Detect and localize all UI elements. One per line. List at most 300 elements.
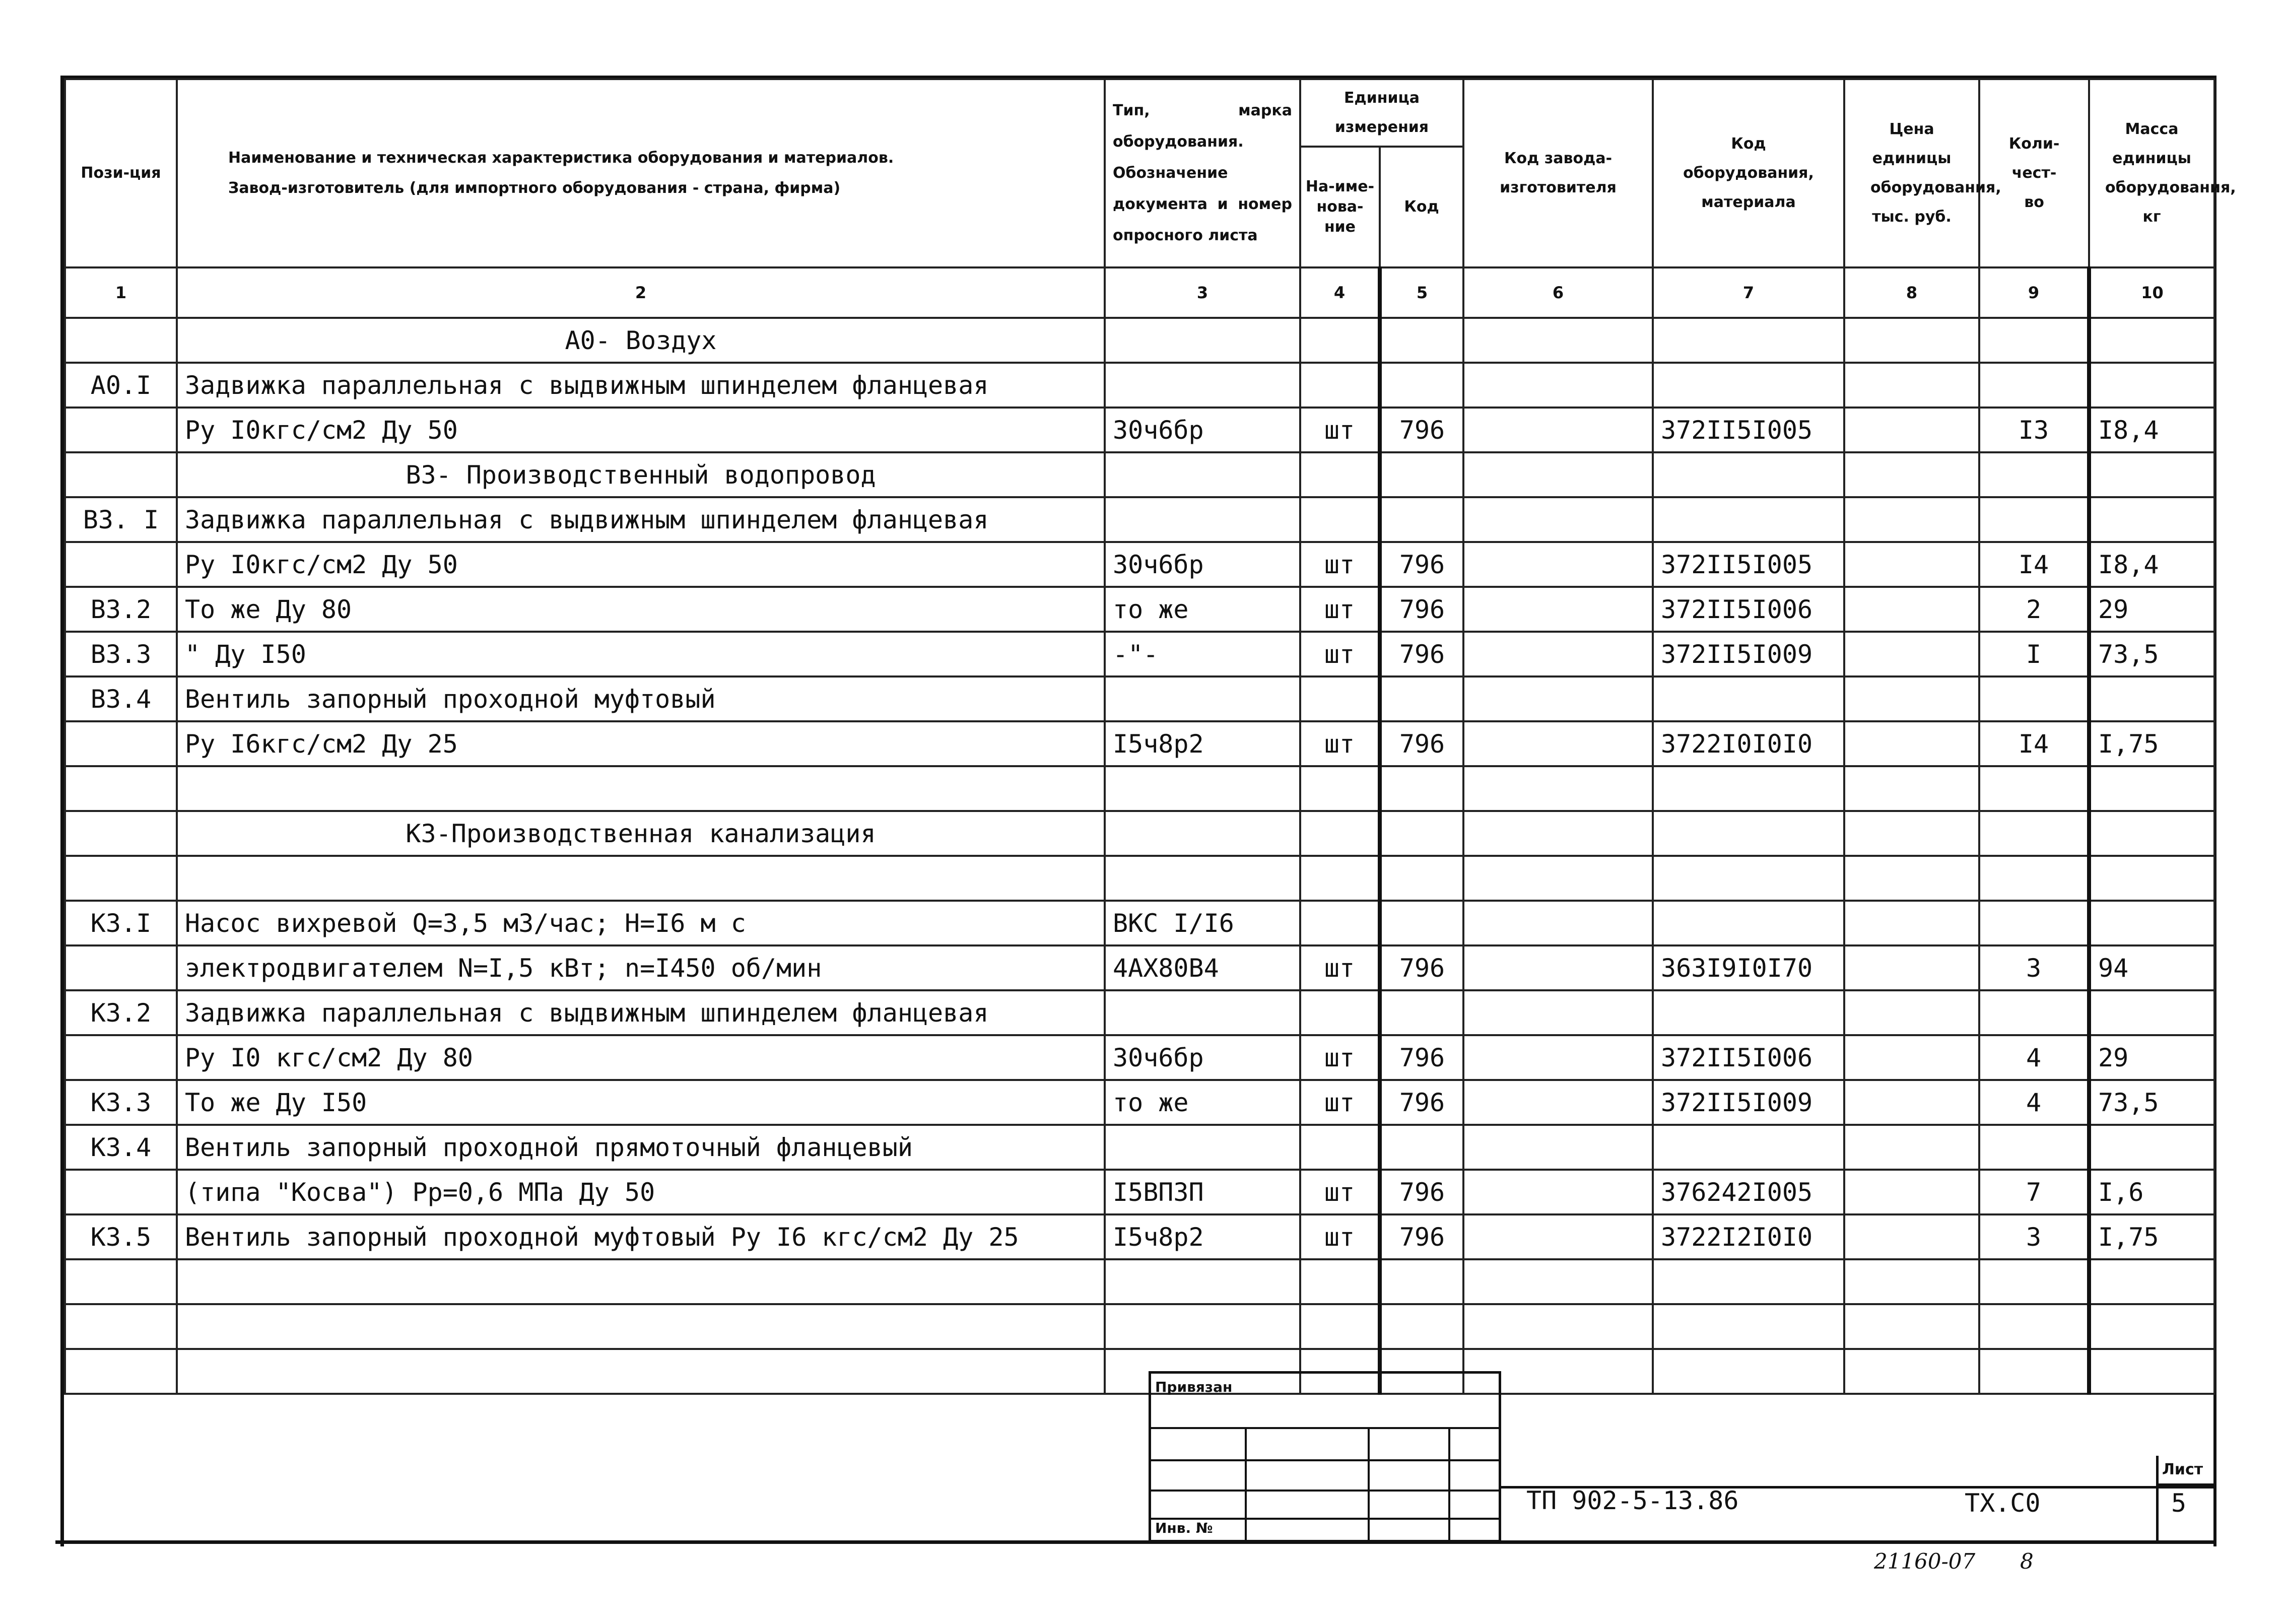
unit-cell: [1300, 497, 1380, 542]
table-row: [65, 721, 2214, 766]
empty-cell: [2089, 452, 2214, 497]
price-cell: [1844, 945, 1979, 990]
price-cell: [1844, 408, 1979, 452]
table-row: [65, 676, 2214, 721]
column-number: 9: [1979, 267, 2089, 318]
table-row: [65, 901, 2214, 945]
empty-cell: [1463, 452, 1653, 497]
type-mark-cell: I5ч8р2: [1105, 721, 1300, 766]
table-row: [65, 990, 2214, 1035]
empty-cell: [1844, 856, 1979, 901]
sheet-box-divider: [2156, 1456, 2159, 1541]
type-mark-cell: 4АХ80В4: [1105, 945, 1300, 990]
mass-cell: [2089, 901, 2214, 945]
unit-code-cell: 796: [1380, 1170, 1463, 1214]
equipment-code-cell: 372II5I009: [1653, 632, 1844, 676]
mass-cell: [2089, 676, 2214, 721]
position-cell: В3.4: [65, 676, 177, 721]
empty-cell: [65, 1259, 177, 1304]
mass-cell: 94: [2089, 945, 2214, 990]
equipment-code-cell: [1653, 1125, 1844, 1170]
unit-cell: шт: [1300, 945, 1380, 990]
header-unit-mass: Масса единицы оборудования, кг: [2089, 79, 2214, 267]
name-cell: Ру I0кгс/см2 Ду 50: [177, 408, 1105, 452]
position-cell: К3.2: [65, 990, 177, 1035]
position-cell: [65, 721, 177, 766]
header-unit-group: Единица измерения: [1300, 79, 1463, 147]
unit-code-cell: 796: [1380, 945, 1463, 990]
plant-code-cell: [1463, 632, 1653, 676]
empty-cell: [1105, 856, 1300, 901]
empty-cell: [1653, 1259, 1844, 1304]
specification-table: [64, 78, 2236, 1395]
empty-cell: [1380, 1304, 1463, 1349]
position-cell: [65, 542, 177, 587]
plant-code-cell: [1463, 1214, 1653, 1259]
type-mark-cell: 30ч6бр: [1105, 1035, 1300, 1080]
quantity-cell: 3: [1979, 945, 2089, 990]
tied-label: Привязан: [1155, 1379, 1233, 1395]
empty-cell: [1300, 766, 1380, 811]
unit-cell: шт: [1300, 721, 1380, 766]
empty-cell: [1300, 1259, 1380, 1304]
unit-code-cell: [1380, 990, 1463, 1035]
mass-cell: I,6: [2089, 1170, 2214, 1214]
table-row: [65, 945, 2214, 990]
mass-cell: [2089, 363, 2214, 408]
unit-cell: [1300, 676, 1380, 721]
empty-cell: [1653, 1349, 1844, 1394]
equipment-code-cell: 372II5I005: [1653, 542, 1844, 587]
blank-row: [65, 1349, 2214, 1394]
position-cell: К3.4: [65, 1125, 177, 1170]
unit-cell: шт: [1300, 1035, 1380, 1080]
empty-cell: [1105, 766, 1300, 811]
name-cell: Ру I6кгс/см2 Ду 25: [177, 721, 1105, 766]
empty-cell: [2089, 1304, 2214, 1349]
unit-cell: шт: [1300, 1214, 1380, 1259]
column-number-row: [65, 267, 2214, 318]
unit-code-cell: 796: [1380, 587, 1463, 632]
price-cell: [1844, 1080, 1979, 1125]
plant-code-cell: [1463, 1080, 1653, 1125]
equipment-code-cell: 372II5I006: [1653, 587, 1844, 632]
quantity-cell: [1979, 363, 2089, 408]
section-row: [65, 318, 2214, 363]
equipment-code-cell: 3722I0I0I0: [1653, 721, 1844, 766]
unit-cell: [1300, 901, 1380, 945]
position-cell: К3.5: [65, 1214, 177, 1259]
name-cell: Вентиль запорный проходной муфтовый Ру I6 кгс/см2 Ду 25: [177, 1214, 1105, 1259]
empty-cell: [1653, 1304, 1844, 1349]
empty-cell: [1979, 1259, 2089, 1304]
unit-cell: шт: [1300, 408, 1380, 452]
stamp-divider: [1368, 1429, 1370, 1543]
plant-code-cell: [1463, 901, 1653, 945]
quantity-cell: 7: [1979, 1170, 2089, 1214]
header-name-line2: Завод-изготовитель (для импортного оборудования - страна, фирма): [228, 179, 841, 197]
header-name-line1: Наименование и техническая характеристика оборудования и материалов.: [228, 149, 894, 167]
empty-cell: [1653, 811, 1844, 856]
quantity-cell: I3: [1979, 408, 2089, 452]
table-row: [65, 497, 2214, 542]
type-mark-cell: 30ч6бр: [1105, 542, 1300, 587]
empty-cell: [1463, 318, 1653, 363]
document-mark: ТХ.С0: [1965, 1488, 2041, 1518]
unit-code-cell: [1380, 1125, 1463, 1170]
empty-cell: [1653, 452, 1844, 497]
empty-cell: [1844, 766, 1979, 811]
position-cell: В3. I: [65, 497, 177, 542]
unit-code-cell: 796: [1380, 1035, 1463, 1080]
type-mark-cell: [1105, 990, 1300, 1035]
table-body: [65, 318, 2214, 1394]
frame-bottom-line: [55, 1540, 2216, 1544]
unit-cell: шт: [1300, 1170, 1380, 1214]
sheet-label: Лист: [2162, 1461, 2203, 1478]
name-cell: " Ду I50: [177, 632, 1105, 676]
plant-code-cell: [1463, 587, 1653, 632]
type-mark-cell: [1105, 676, 1300, 721]
price-cell: [1844, 1125, 1979, 1170]
empty-cell: [1380, 811, 1463, 856]
plant-code-cell: [1463, 1125, 1653, 1170]
unit-code-cell: [1380, 497, 1463, 542]
section-title: А0- Воздух: [177, 318, 1105, 363]
empty-cell: [65, 766, 177, 811]
plant-code-cell: [1463, 1170, 1653, 1214]
price-cell: [1844, 542, 1979, 587]
unit-code-cell: 796: [1380, 1080, 1463, 1125]
empty-cell: [1653, 856, 1844, 901]
section-title: В3- Производственный водопровод: [177, 452, 1105, 497]
quantity-cell: 4: [1979, 1035, 2089, 1080]
empty-cell: [1300, 1304, 1380, 1349]
empty-cell: [1300, 811, 1380, 856]
empty-cell: [65, 856, 177, 901]
header-name: [177, 79, 1105, 267]
header-equipment-code: Код оборудования, материала: [1653, 79, 1844, 267]
plant-code-cell: [1463, 676, 1653, 721]
type-mark-cell: ВКС I/I6: [1105, 901, 1300, 945]
type-mark-cell: -"-: [1105, 632, 1300, 676]
empty-cell: [1979, 1304, 2089, 1349]
position-cell: [65, 945, 177, 990]
empty-cell: [1105, 452, 1300, 497]
tied-stamp: [1149, 1371, 1501, 1542]
equipment-code-cell: 372II5I005: [1653, 408, 1844, 452]
empty-cell: [1380, 1259, 1463, 1304]
price-cell: [1844, 1170, 1979, 1214]
table-row: [65, 542, 2214, 587]
column-number: 7: [1653, 267, 1844, 318]
column-number: 1: [65, 267, 177, 318]
mass-cell: I,75: [2089, 1214, 2214, 1259]
plant-code-cell: [1463, 990, 1653, 1035]
price-cell: [1844, 1035, 1979, 1080]
table-row: [65, 1170, 2214, 1214]
section-row: [65, 811, 2214, 856]
plant-code-cell: [1463, 408, 1653, 452]
header-row: [65, 79, 2214, 147]
quantity-cell: [1979, 497, 2089, 542]
position-cell: [65, 408, 177, 452]
header-position: Пози-ция: [65, 79, 177, 267]
empty-cell: [177, 1349, 1105, 1394]
unit-code-cell: [1380, 901, 1463, 945]
archive-page: 8: [2020, 1549, 2034, 1574]
mass-cell: I,75: [2089, 721, 2214, 766]
empty-cell: [1105, 811, 1300, 856]
price-cell: [1844, 990, 1979, 1035]
empty-cell: [1105, 1304, 1300, 1349]
plant-code-cell: [1463, 542, 1653, 587]
header-plant-code: Код завода-изготовителя: [1463, 79, 1653, 267]
inventory-label: Инв. №: [1155, 1520, 1213, 1536]
empty-cell: [2089, 811, 2214, 856]
price-cell: [1844, 632, 1979, 676]
blank-row: [65, 766, 2214, 811]
mass-cell: 29: [2089, 587, 2214, 632]
equipment-code-cell: [1653, 901, 1844, 945]
unit-cell: шт: [1300, 1080, 1380, 1125]
blank-row: [65, 856, 2214, 901]
empty-cell: [1979, 856, 2089, 901]
empty-cell: [65, 811, 177, 856]
empty-cell: [1844, 1259, 1979, 1304]
mass-cell: [2089, 1125, 2214, 1170]
empty-cell: [1463, 856, 1653, 901]
quantity-cell: [1979, 1125, 2089, 1170]
empty-cell: [1844, 318, 1979, 363]
section-row: [65, 452, 2214, 497]
price-cell: [1844, 497, 1979, 542]
mass-cell: I8,4: [2089, 542, 2214, 587]
empty-cell: [1463, 1304, 1653, 1349]
empty-cell: [1979, 766, 2089, 811]
equipment-code-cell: 376242I005: [1653, 1170, 1844, 1214]
price-cell: [1844, 587, 1979, 632]
position-cell: А0.I: [65, 363, 177, 408]
name-cell: Задвижка параллельная с выдвижным шпинделем фланцевая: [177, 497, 1105, 542]
header-unit-code: Код: [1380, 147, 1463, 267]
empty-cell: [1653, 766, 1844, 811]
plant-code-cell: [1463, 363, 1653, 408]
name-cell: То же Ду I50: [177, 1080, 1105, 1125]
name-cell: Вентиль запорный проходной муфтовый: [177, 676, 1105, 721]
blank-row: [65, 1259, 2214, 1304]
column-number: 4: [1300, 267, 1380, 318]
stamp-divider: [1245, 1429, 1247, 1543]
archive-number: 21160-07: [1874, 1549, 1976, 1574]
empty-cell: [2089, 1259, 2214, 1304]
unit-cell: [1300, 990, 1380, 1035]
header-unit-name: На-име-нова-ние: [1300, 147, 1380, 267]
table-row: [65, 408, 2214, 452]
type-mark-cell: [1105, 1125, 1300, 1170]
price-cell: [1844, 363, 1979, 408]
empty-cell: [65, 1304, 177, 1349]
price-cell: [1844, 676, 1979, 721]
section-title: К3-Производственная канализация: [177, 811, 1105, 856]
unit-code-cell: 796: [1380, 542, 1463, 587]
position-cell: [65, 1035, 177, 1080]
quantity-cell: I: [1979, 632, 2089, 676]
empty-cell: [2089, 318, 2214, 363]
unit-cell: [1300, 1125, 1380, 1170]
name-cell: Задвижка параллельная с выдвижным шпинделем фланцевая: [177, 990, 1105, 1035]
position-cell: В3.2: [65, 587, 177, 632]
table-row: [65, 632, 2214, 676]
empty-cell: [1105, 1259, 1300, 1304]
mass-cell: 73,5: [2089, 632, 2214, 676]
header-type-mark: Тип, марка оборудования. Обозначение документа и номер опросного листа: [1105, 79, 1300, 267]
unit-code-cell: [1380, 363, 1463, 408]
empty-cell: [1300, 856, 1380, 901]
type-mark-cell: то же: [1105, 587, 1300, 632]
quantity-cell: 3: [1979, 1214, 2089, 1259]
unit-code-cell: 796: [1380, 721, 1463, 766]
empty-cell: [1844, 452, 1979, 497]
column-number: 5: [1380, 267, 1463, 318]
empty-cell: [65, 1349, 177, 1394]
empty-cell: [1979, 1349, 2089, 1394]
table-row: [65, 1214, 2214, 1259]
empty-cell: [177, 856, 1105, 901]
mass-cell: [2089, 990, 2214, 1035]
empty-cell: [2089, 856, 2214, 901]
price-cell: [1844, 901, 1979, 945]
stamp-line: [1151, 1427, 1499, 1429]
name-cell: (типа "Косва") Рр=0,6 МПа Ду 50: [177, 1170, 1105, 1214]
type-mark-cell: I5ч8р2: [1105, 1214, 1300, 1259]
unit-cell: шт: [1300, 542, 1380, 587]
empty-cell: [65, 452, 177, 497]
equipment-code-cell: [1653, 363, 1844, 408]
table-row: [65, 587, 2214, 632]
name-cell: Насос вихревой Q=3,5 м3/час; Н=I6 м с: [177, 901, 1105, 945]
unit-code-cell: 796: [1380, 1214, 1463, 1259]
name-cell: Вентиль запорный проходной прямоточный фланцевый: [177, 1125, 1105, 1170]
empty-cell: [1300, 318, 1380, 363]
equipment-code-cell: [1653, 676, 1844, 721]
equipment-code-cell: 363I9I0I70: [1653, 945, 1844, 990]
unit-code-cell: 796: [1380, 632, 1463, 676]
unit-cell: [1300, 363, 1380, 408]
empty-cell: [1380, 856, 1463, 901]
type-mark-cell: [1105, 363, 1300, 408]
empty-cell: [1463, 1259, 1653, 1304]
quantity-cell: I4: [1979, 542, 2089, 587]
empty-cell: [1463, 766, 1653, 811]
stamp-divider: [1448, 1429, 1450, 1543]
header-unit-price: Цена единицы оборудования, тыс. руб.: [1844, 79, 1979, 267]
column-number: 6: [1463, 267, 1653, 318]
table-row: [65, 1035, 2214, 1080]
position-cell: К3.I: [65, 901, 177, 945]
name-cell: Ру I0кгс/см2 Ду 50: [177, 542, 1105, 587]
equipment-code-cell: 372II5I009: [1653, 1080, 1844, 1125]
mass-cell: 29: [2089, 1035, 2214, 1080]
table-row: [65, 363, 2214, 408]
empty-cell: [177, 1304, 1105, 1349]
empty-cell: [177, 1259, 1105, 1304]
price-cell: [1844, 721, 1979, 766]
mass-cell: I8,4: [2089, 408, 2214, 452]
name-cell: То же Ду 80: [177, 587, 1105, 632]
table-row: [65, 1125, 2214, 1170]
empty-cell: [1844, 1349, 1979, 1394]
equipment-code-cell: [1653, 497, 1844, 542]
empty-cell: [1380, 452, 1463, 497]
empty-cell: [1463, 811, 1653, 856]
document-code: ТП 902-5-13.86: [1526, 1486, 1739, 1515]
column-number: 10: [2089, 267, 2214, 318]
mass-cell: 73,5: [2089, 1080, 2214, 1125]
empty-cell: [1844, 811, 1979, 856]
empty-cell: [1380, 766, 1463, 811]
column-number: 3: [1105, 267, 1300, 318]
empty-cell: [177, 766, 1105, 811]
quantity-cell: I4: [1979, 721, 2089, 766]
table-row: [65, 1080, 2214, 1125]
plant-code-cell: [1463, 497, 1653, 542]
equipment-code-cell: 372II5I006: [1653, 1035, 1844, 1080]
sheet-box-line: [2156, 1483, 2216, 1486]
unit-cell: шт: [1300, 632, 1380, 676]
plant-code-cell: [1463, 945, 1653, 990]
mass-cell: [2089, 497, 2214, 542]
empty-cell: [1979, 452, 2089, 497]
unit-code-cell: [1380, 676, 1463, 721]
position-cell: В3.3: [65, 632, 177, 676]
empty-cell: [1844, 1304, 1979, 1349]
blank-row: [65, 1304, 2214, 1349]
unit-code-cell: 796: [1380, 408, 1463, 452]
name-cell: Ру I0 кгс/см2 Ду 80: [177, 1035, 1105, 1080]
type-mark-cell: [1105, 497, 1300, 542]
equipment-code-cell: [1653, 990, 1844, 1035]
name-cell: электродвигателем N=I,5 кВт; n=I450 об/мин: [177, 945, 1105, 990]
plant-code-cell: [1463, 1035, 1653, 1080]
type-mark-cell: то же: [1105, 1080, 1300, 1125]
empty-cell: [1105, 318, 1300, 363]
quantity-cell: [1979, 990, 2089, 1035]
column-number: 8: [1844, 267, 1979, 318]
quantity-cell: [1979, 676, 2089, 721]
equipment-code-cell: 3722I2I0I0: [1653, 1214, 1844, 1259]
stamp-line: [1151, 1459, 1499, 1461]
header-quantity: Коли-чест-во: [1979, 79, 2089, 267]
quantity-cell: 2: [1979, 587, 2089, 632]
quantity-cell: 4: [1979, 1080, 2089, 1125]
stamp-line: [1151, 1490, 1499, 1492]
empty-cell: [2089, 1349, 2214, 1394]
column-number: 2: [177, 267, 1105, 318]
price-cell: [1844, 1214, 1979, 1259]
type-mark-cell: I5ВП3П: [1105, 1170, 1300, 1214]
position-cell: [65, 1170, 177, 1214]
empty-cell: [65, 318, 177, 363]
quantity-cell: [1979, 901, 2089, 945]
empty-cell: [2089, 766, 2214, 811]
empty-cell: [1979, 811, 2089, 856]
type-mark-cell: 30ч6бр: [1105, 408, 1300, 452]
empty-cell: [1380, 318, 1463, 363]
empty-cell: [1979, 318, 2089, 363]
position-cell: К3.3: [65, 1080, 177, 1125]
empty-cell: [1300, 452, 1380, 497]
